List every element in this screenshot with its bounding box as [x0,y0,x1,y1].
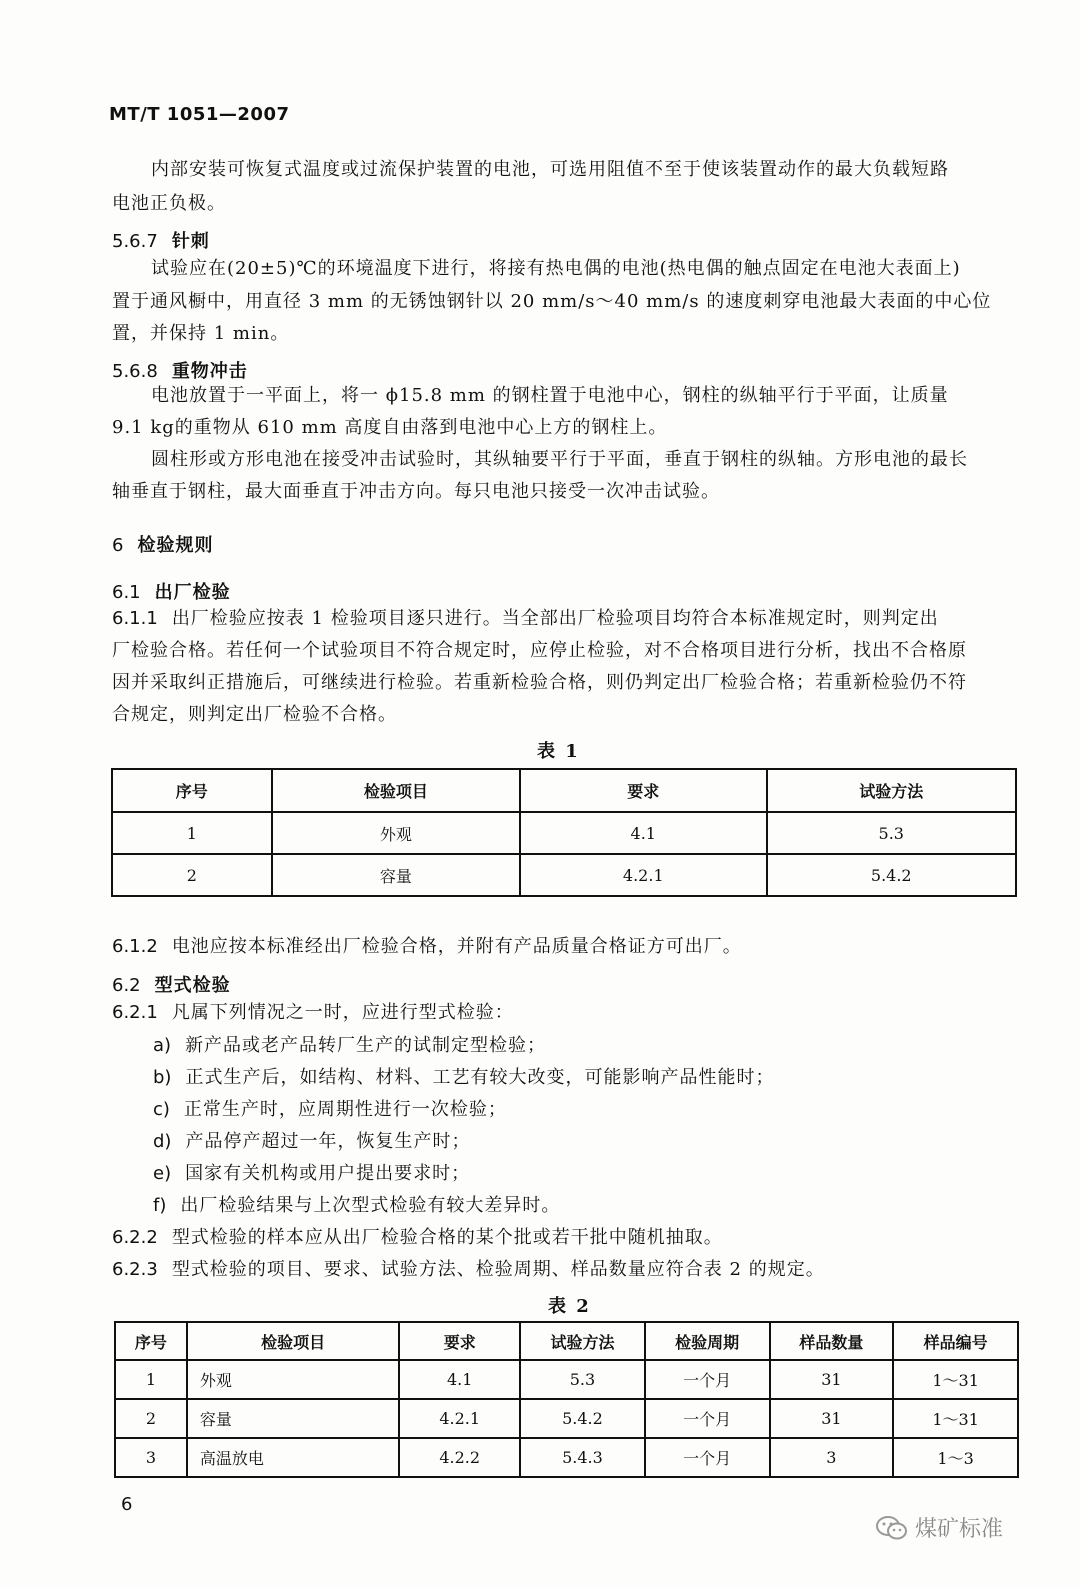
table-cell: 容量 [272,854,520,896]
table2-header-cell: 试验方法 [520,1322,645,1360]
watermark-text: 煤矿标准 [915,1517,1004,1542]
list-item: b) 正式生产后，如结构、材料、工艺有较大改变，可能影响产品性能时； [153,1067,775,1088]
section-heading-6-1: 6.1 出厂检验 [112,582,231,603]
table-cell: 5.4.3 [520,1438,645,1477]
clause-6-2-3: 6.2.3 型式检验的项目、要求、试验方法、检验周期、样品数量应符合表 2 的规定。 [112,1259,825,1280]
section-heading-6: 6 检验规则 [112,535,214,556]
page-number: 6 [121,1494,133,1515]
table2-header-cell: 要求 [399,1322,520,1360]
section-heading-5-6-7: 5.6.7 针刺 [112,231,210,252]
table1-header-cell: 检验项目 [272,769,520,812]
table-cell: 3 [115,1438,187,1477]
table-row [115,1399,1018,1438]
table2-header-cell: 序号 [115,1322,187,1360]
table-cell: 1～3 [893,1438,1018,1477]
table-cell: 5.3 [767,812,1017,854]
table-cell: 1～31 [893,1360,1018,1399]
body-line: 置于通风橱中，用直径 3 mm 的无锈蚀钢针以 20 mm/s～40 mm/s 的速度刺穿电池最大表面的中心位 [112,291,992,312]
section-heading-6-2: 6.2 型式检验 [112,975,231,996]
watermark [875,1512,1003,1543]
table-cell: 31 [770,1360,894,1399]
table-cell: 一个月 [645,1399,770,1438]
table-cell: 5.4.2 [767,854,1017,896]
table1 [111,768,1017,897]
table-cell: 5.3 [520,1360,645,1399]
table2-header-cell: 样品编号 [893,1322,1018,1360]
table2-header-cell: 样品数量 [770,1322,894,1360]
table-cell: 3 [770,1438,894,1477]
body-line: 内部安装可恢复式温度或过流保护装置的电池，可选用阻值不至于使该装置动作的最大负载短路 [151,159,949,180]
table2-caption: 表 2 [548,1296,591,1317]
table-cell: 2 [115,1399,187,1438]
body-line: 厂检验合格。若任何一个试验项目不符合规定时，应停止检验，对不合格项目进行分析，找出不合格原 [112,640,967,661]
body-line: 轴垂直于钢柱，最大面垂直于冲击方向。每只电池只接受一次冲击试验。 [112,481,720,502]
table2-header-cell: 检验项目 [187,1322,399,1360]
clause-6-2-2: 6.2.2 型式检验的样本应从出厂检验合格的某个批或若干批中随机抽取。 [112,1227,723,1248]
table2-header-cell: 检验周期 [645,1322,770,1360]
table1-header-cell: 试验方法 [767,769,1017,812]
table-cell: 4.2.1 [520,854,766,896]
body-line: 电池正负极。 [112,193,226,214]
table-cell: 5.4.2 [520,1399,645,1438]
body-line: 电池放置于一平面上，将一 ϕ15.8 mm 的钢柱置于电池中心，钢柱的纵轴平行于平面，让质量 [151,385,949,406]
table2-header-row [115,1322,1018,1360]
table-row [112,812,1016,854]
table1-header-cell: 序号 [112,769,272,812]
body-line: 圆柱形或方形电池在接受冲击试验时，其纵轴要平行于平面，垂直于钢柱的纵轴。方形电池的最长 [151,449,968,470]
table-cell: 外观 [187,1360,399,1399]
list-item: d) 产品停产超过一年，恢复生产时； [153,1131,471,1152]
table-cell: 4.1 [520,812,766,854]
body-line: 合规定，则判定出厂检验不合格。 [112,704,397,725]
table-cell: 4.2.2 [399,1438,520,1477]
clause-6-2-1: 6.2.1 凡属下列情况之一时，应进行型式检验： [112,1002,514,1023]
table-cell: 高温放电 [187,1438,399,1477]
table-cell: 1～31 [893,1399,1018,1438]
body-line: 9.1 kg的重物从 610 mm 高度自由落到电池中心上方的钢柱上。 [112,417,668,438]
table1-header-row [112,769,1016,812]
table-cell: 4.1 [399,1360,520,1399]
table-cell: 容量 [187,1399,399,1438]
table-cell: 4.2.1 [399,1399,520,1438]
list-item: a) 新产品或老产品转厂生产的试制定型检验； [153,1035,547,1056]
clause-6-1-1: 6.1.1 出厂检验应按表 1 检验项目逐只进行。当全部出厂检验项目均符合本标准规定时，则判定出 [112,608,939,629]
table1-header-cell: 要求 [520,769,766,812]
list-item: e) 国家有关机构或用户提出要求时； [153,1163,471,1184]
table-cell: 2 [112,854,272,896]
table-cell: 一个月 [645,1360,770,1399]
table-cell: 31 [770,1399,894,1438]
clause-6-1-2: 6.1.2 电池应按本标准经出厂检验合格，并附有产品质量合格证方可出厂。 [112,936,742,957]
body-line: 试验应在(20±5)℃的环境温度下进行，将接有热电偶的电池(热电偶的触点固定在电池大表面上) [151,258,961,279]
table-cell: 1 [115,1360,187,1399]
section-heading-5-6-8: 5.6.8 重物冲击 [112,361,248,382]
table-row [112,854,1016,896]
body-line: 因并采取纠正措施后，可继续进行检验。若重新检验合格，则仍判定出厂检验合格；若重新检验仍不符 [112,672,967,693]
table-cell: 外观 [272,812,520,854]
body-line: 置，并保持 1 min。 [112,323,290,344]
list-item: f) 出厂检验结果与上次型式检验有较大差异时。 [153,1195,561,1216]
list-item: c) 正常生产时，应周期性进行一次检验； [153,1099,507,1120]
table-row [115,1360,1018,1399]
table-row [115,1438,1018,1477]
wechat-icon [875,1514,909,1542]
table-cell: 一个月 [645,1438,770,1477]
document-code: MT/T 1051—2007 [109,104,290,125]
table2 [114,1321,1019,1478]
table-cell: 1 [112,812,272,854]
table1-caption: 表 1 [537,741,580,762]
